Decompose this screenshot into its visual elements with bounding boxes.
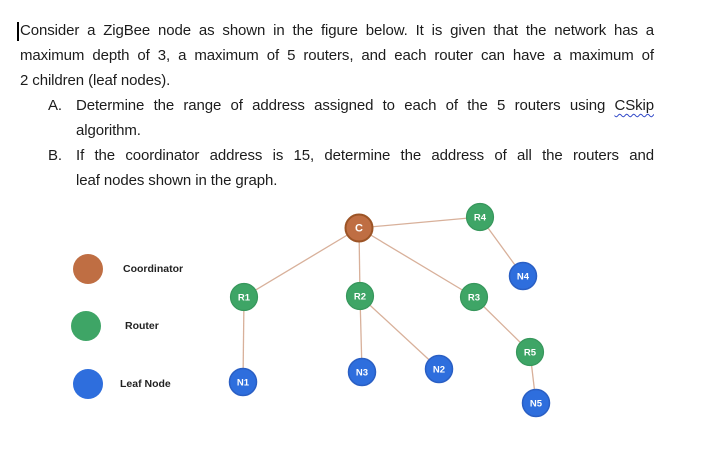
node-C-label: C: [355, 222, 363, 235]
edge-C-R1: [244, 228, 359, 297]
node-N3-label: N3: [355, 367, 369, 379]
list-item-b-line-2: leaf nodes shown in the graph.: [76, 172, 278, 189]
node-R2-label: R2: [353, 291, 367, 303]
list-item-b-line-1: If the coordinator address is 15, determine the address of all the routers and: [76, 147, 654, 164]
node-R3-label: R3: [467, 292, 481, 304]
list-item-a-line-2: algorithm.: [76, 122, 141, 139]
edge-R2-N2: [360, 296, 439, 369]
intro-line-2: maximum depth of 3, a maximum of 5 routers, and each router can have a maximum of: [20, 47, 654, 64]
edge-C-R3: [359, 228, 474, 297]
intro-line-3: 2 children (leaf nodes).: [20, 72, 171, 89]
node-R1-label: R1: [237, 292, 251, 304]
list-item-a-text: Determine the range of address assigned to each of the 5 routers using: [76, 97, 615, 114]
router-legend-label: Router: [125, 320, 159, 332]
node-N5-label: N5: [529, 398, 543, 410]
node-R4-label: R4: [473, 212, 487, 224]
node-N2-label: N2: [432, 364, 446, 376]
node-N4-label: N4: [516, 271, 530, 283]
node-R5-label: R5: [523, 347, 537, 359]
coordinator-legend-label: Coordinator: [123, 263, 184, 275]
misspelled-word: CSkip: [614, 97, 654, 114]
list-item-a-label: A.: [48, 97, 62, 114]
leaf-node-legend-label: Leaf Node: [120, 378, 171, 390]
list-item-b-label: B.: [48, 147, 62, 164]
node-N1-label: N1: [236, 377, 250, 389]
edge-C-R4: [359, 217, 480, 228]
intro-line-1: Consider a ZigBee node as shown in the figure below. It is given that the network has a: [20, 22, 654, 39]
